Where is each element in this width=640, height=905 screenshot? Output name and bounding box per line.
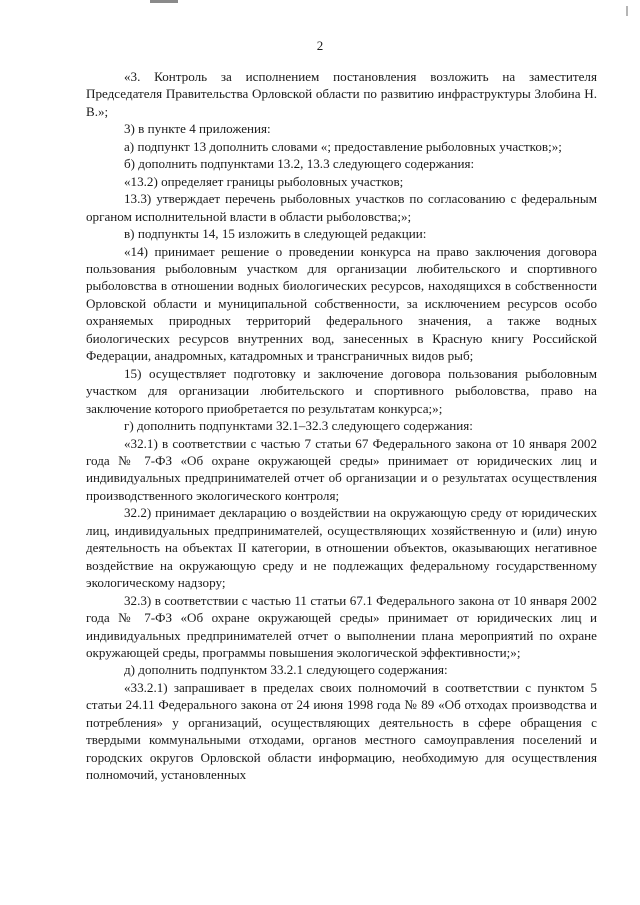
paragraph-15: 15) осуществляет подготовку и заключение договора пользования рыболовным участком для организации любительского и спортивного рыболовства, право на заключение которого приобретается по результатам конкурса;»; (86, 365, 597, 416)
paragraph-13-3: 13.3) утверждает перечень рыболовных участков по согласованию с федеральным органом исполнительной власти в области рыболовства;»; (86, 191, 597, 224)
paragraph-subitem-d: д) дополнить подпунктом 33.2.1 следующего содержания: (124, 662, 448, 678)
paragraph-32-1: «32.1) в соответствии с частью 7 статьи 67 Федерального закона от 10 января 2002 года № 7-ФЗ «Об охране окружающей среды» принимает от юридических лиц и индивидуальных предпринимателей отчет об организации и о результатах осуществления производственного экологического контроля; (86, 435, 597, 503)
scan-artifact-mark (626, 6, 628, 16)
paragraph-13-2: «13.2) определяет границы рыболовных участков; (124, 173, 404, 189)
paragraph-control-clause: «3. Контроль за исполнением постановления возложить на заместителя Председателя Правительства Орловской области по развитию инфраструктуры Злобина Н. В.»; (86, 69, 597, 119)
document-body (86, 68, 597, 784)
paragraph-subitem-v: в) подпункты 14, 15 изложить в следующей редакции: (124, 226, 427, 242)
scan-artifact-mark (150, 0, 178, 3)
page-number: 2 (316, 38, 324, 53)
paragraph-32-2: 32.2) принимает декларацию о воздействии на окружающую среду от юридических лиц, индивидуальных предпринимателей, осуществляющих хозяйственную и (или) иную деятельность на объектах II категории, в отношении объектов, оказывающих негативное воздействие на окружающую среду и не подлежащих федеральному государственному экологическому надзору; (86, 505, 597, 591)
paragraph-subitem-b: б) дополнить подпунктами 13.2, 13.3 следующего содержания: (124, 156, 475, 172)
paragraph-item-3: 3) в пункте 4 приложения: (124, 121, 271, 137)
paragraph-32-3: 32.3) в соответствии с частью 11 статьи 67.1 Федерального закона от 10 января 2002 года № 7-ФЗ «Об охране окружающей среды» принимает от юридических лиц и индивидуальных предпринимателей отчет о выполнении плана мероприятий по охране окружающей среды, программы повышения экологической эффективности;»; (86, 592, 597, 660)
paragraph-14: «14) принимает решение о проведении конкурса на право заключения договора пользования рыболовным участком для организации любительского и спортивного рыболовства в отношении водных биологических ресурсов, находящихся в собственности Орловской области и муниципальной собственности, за исключением ресурсов особо охраняемых природных территорий федерального значения, а также водных биологических ресурсов внутренних вод, занесенных в Красную книгу Российской Федерации, анадромных, катадромных и трансграничных видов рыб; (86, 243, 597, 364)
paragraph-subitem-a: а) подпункт 13 дополнить словами «; предоставление рыболовных участков;»; (124, 138, 562, 154)
paragraph-subitem-g: г) дополнить подпунктами 32.1–32.3 следующего содержания: (124, 418, 473, 434)
paragraph-33-2-1: «33.2.1) запрашивает в пределах своих полномочий в соответствии с пунктом 5 статьи 24.11 Федерального закона от 24 июня 1998 года № 89 «Об отходах производства и потребления» у организаций, осуществляющих деятельность в сфере обращения с твердыми коммунальными отходами, органов местного самоуправления поселений и городских округов Орловской области информацию, необходимую для осуществления полномочий, установленных (86, 679, 597, 783)
